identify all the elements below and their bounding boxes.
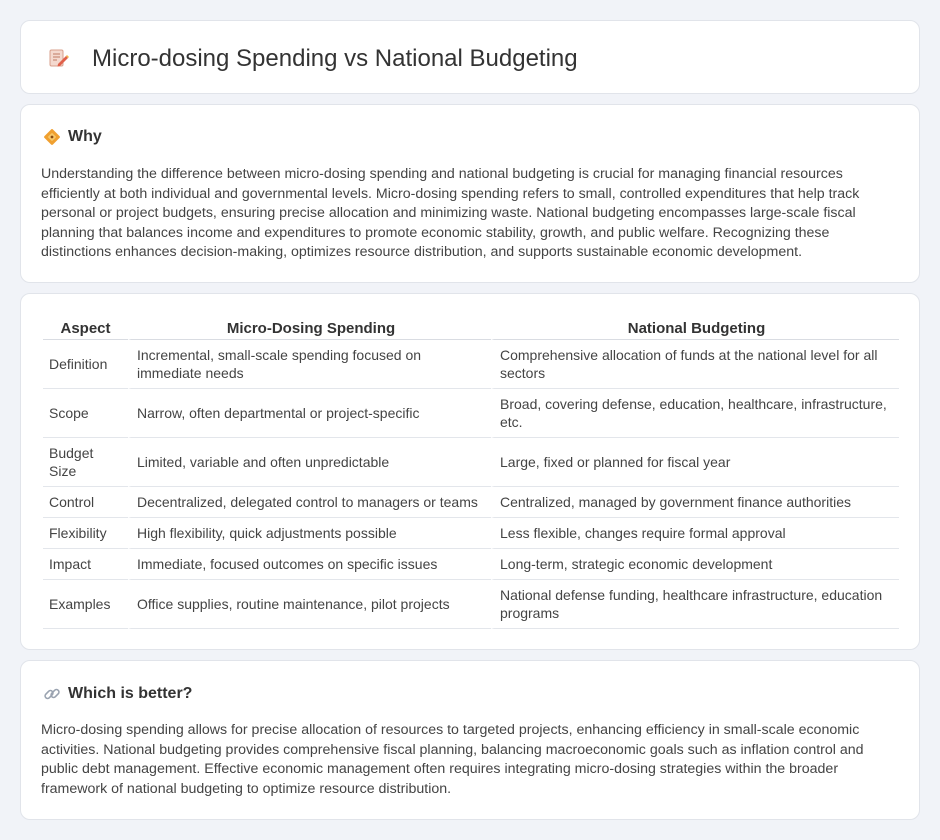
why-section (20, 104, 920, 283)
table-row (43, 389, 899, 438)
aspect-cell: Control (43, 487, 128, 518)
why-text: Understanding the difference between micro-dosing spending and national budgeting is crucial for managing financial resources efficiently at both individual and governmental levels. Micro-dosing spending refers to small, controlled expenditures that help track personal or project budgets, ensuring precise allocation and minimizing waste. National budgeting encompasses large-scale fiscal planning that balances income and expenditures to promote economic stability, growth, and public welfare. Recognizing these distinctions enhances decision-making, optimizes resource distribution, and supports sustainable economic development. (41, 166, 860, 261)
national-budgeting-cell: National defense funding, healthcare infrastructure, education programs (491, 580, 899, 629)
micro-dosing-cell: Limited, variable and often unpredictable (128, 438, 491, 487)
link-icon (43, 685, 61, 703)
column-header-aspect: Aspect (43, 316, 128, 340)
page-title: Micro-dosing Spending vs National Budgeting (92, 45, 578, 72)
which-text: Micro-dosing spending allows for precise allocation of resources to targeted projects, enhancing efficiency in small-scale economic activities. National budgeting provides comprehensive fiscal planning, balancing macroeconomic goals such as inflation control and public debt management. Effective economic management often requires integrating micro-dosing strategies within the broader framework of national budgeting to optimize resource distribution. (41, 722, 864, 797)
national-budgeting-cell: Comprehensive allocation of funds at the national level for all sectors (491, 340, 899, 389)
aspect-cell: Budget Size (43, 438, 128, 487)
column-header-micro-dosing: Micro-Dosing Spending (128, 316, 491, 340)
column-header-national-budgeting: National Budgeting (491, 316, 899, 340)
why-heading: Why (68, 128, 102, 145)
aspect-cell: Scope (43, 389, 128, 438)
table-row (43, 518, 899, 549)
table-row (43, 549, 899, 580)
comparison-table (43, 316, 899, 629)
micro-dosing-cell: Decentralized, delegated control to managers or teams (128, 487, 491, 518)
aspect-cell: Flexibility (43, 518, 128, 549)
micro-dosing-cell: Incremental, small-scale spending focused on immediate needs (128, 340, 491, 389)
table-row (43, 340, 899, 389)
national-budgeting-cell: Long-term, strategic economic development (491, 549, 899, 580)
national-budgeting-cell: Large, fixed or planned for fiscal year (491, 438, 899, 487)
diamond-sign-icon (43, 128, 61, 146)
which-heading: Which is better? (68, 685, 193, 702)
aspect-cell: Definition (43, 340, 128, 389)
comparison-section (20, 293, 920, 650)
table-header-row (43, 316, 899, 340)
table-row (43, 438, 899, 487)
micro-dosing-cell: Narrow, often departmental or project-specific (128, 389, 491, 438)
national-budgeting-cell: Less flexible, changes require formal approval (491, 518, 899, 549)
notepad-pencil-icon (47, 47, 69, 69)
national-budgeting-cell: Broad, covering defense, education, healthcare, infrastructure, etc. (491, 389, 899, 438)
micro-dosing-cell: Immediate, focused outcomes on specific issues (128, 549, 491, 580)
table-row (43, 580, 899, 629)
micro-dosing-cell: High flexibility, quick adjustments possible (128, 518, 491, 549)
which-section (20, 660, 920, 820)
national-budgeting-cell: Centralized, managed by government finance authorities (491, 487, 899, 518)
header-card (20, 20, 920, 94)
micro-dosing-cell: Office supplies, routine maintenance, pilot projects (128, 580, 491, 629)
table-row (43, 487, 899, 518)
aspect-cell: Examples (43, 580, 128, 629)
aspect-cell: Impact (43, 549, 128, 580)
